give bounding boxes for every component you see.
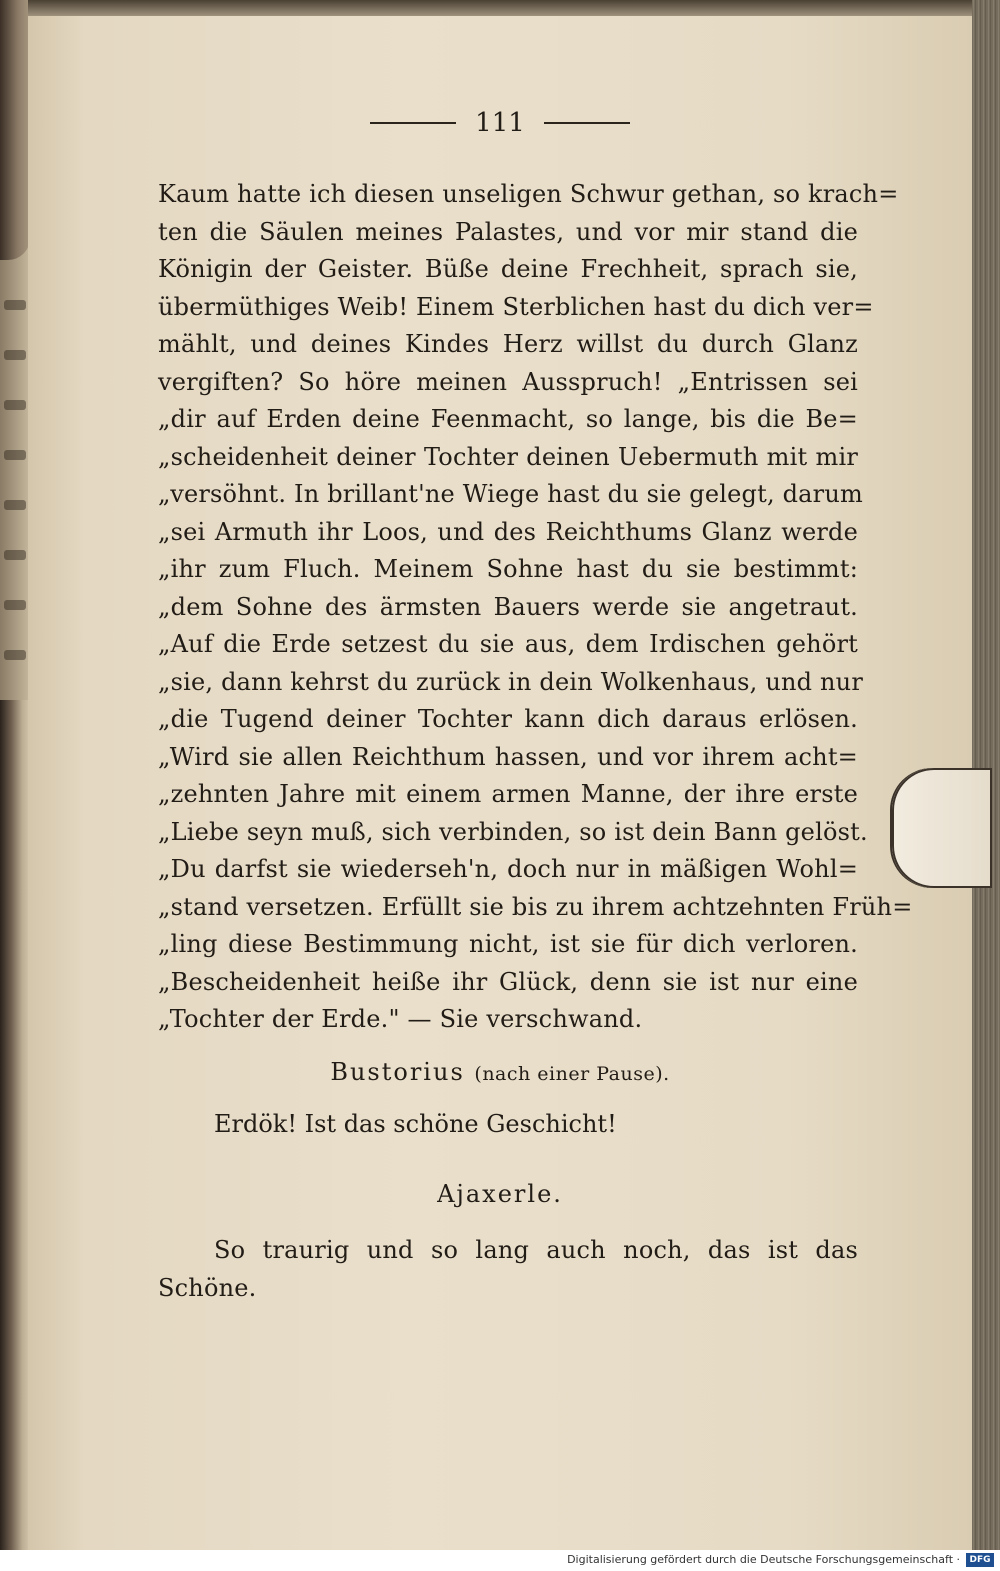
opposite-page-fragment (0, 240, 30, 700)
stage-direction: (nach einer Pause). (474, 1063, 670, 1085)
page-header (0, 108, 1000, 148)
text-line: mählt, und deines Kindes Herz willst du durch Glanz (158, 330, 858, 358)
text-line: „sei Armuth ihr Loos, und des Reichthums Glanz werde (158, 517, 858, 546)
opposite-page-text-fragment (4, 650, 26, 660)
opposite-page-text-fragment (4, 450, 26, 460)
text-line: „versöhnt. In brillant'ne Wiege hast du sie gelegt, darum (158, 480, 863, 508)
page-stack-top-edge (28, 0, 1000, 16)
text-line: „die Tugend deiner Tochter kann dich daraus erlösen. (158, 705, 858, 733)
opposite-page-text-fragment (4, 550, 26, 560)
speaker-name: Ajaxerle. (437, 1180, 563, 1208)
speaker-heading (0, 1058, 1000, 1086)
text-line: „ling diese Bestimmung nicht, ist sie für dich verloren. (158, 930, 858, 958)
speech-line: So traurig und so lang auch noch, das ist das (214, 1236, 858, 1264)
text-line: „sie, dann kehrst du zurück in dein Wolkenhaus, und nur (158, 667, 864, 696)
text-line: „scheidenheit deiner Tochter deinen Uebermuth mit mir (158, 442, 858, 471)
dfg-logo: DFG (966, 1553, 994, 1567)
speech-line: Schöne. (158, 1273, 257, 1302)
text-line: „Wird sie allen Reichthum hassen, und vor ihrem acht= (158, 742, 858, 771)
speaker-name: Bustorius (330, 1058, 465, 1086)
opposite-page-text-fragment (4, 350, 26, 360)
text-line: Königin der Geister. Büße deine Frechheit, sprach sie, (158, 255, 858, 283)
text-line: „Du darfst sie wiederseh'n, doch nur in mäßigen Wohl= (158, 855, 858, 883)
speech-line: Erdök! Ist das schöne Geschicht! (214, 1110, 617, 1138)
header-rule-right (544, 122, 630, 124)
header-rule-left (370, 122, 456, 124)
digitization-footer (0, 1550, 1000, 1571)
text-line: „Liebe seyn muß, sich verbinden, so ist dein Bann gelöst. (158, 817, 868, 846)
text-line: „Tochter der Erde." — Sie verschwand. (158, 1005, 643, 1033)
bookmark-tab (892, 768, 992, 888)
body-text (158, 176, 913, 1039)
page-number: 111 (475, 108, 525, 138)
text-line: „dir auf Erden deine Feenmacht, so lange, bis die Be= (158, 405, 858, 433)
text-line: „zehnten Jahre mit einem armen Manne, der ihre erste (158, 780, 858, 808)
speech-block (158, 1232, 858, 1307)
opposite-page-text-fragment (4, 400, 26, 410)
text-line: „dem Sohne des ärmsten Bauers werde sie angetraut. (158, 592, 858, 621)
text-line: ten die Säulen meines Palastes, und vor mir stand die (158, 217, 858, 246)
text-line: „ihr zum Fluch. Meinem Sohne hast du sie bestimmt: (158, 555, 858, 583)
text-line: übermüthiges Weib! Einem Sterblichen hast du dich ver= (158, 292, 874, 321)
speaker-heading (0, 1180, 1000, 1208)
text-line: „stand versetzen. Erfüllt sie bis zu ihrem achtzehnten Früh= (158, 892, 913, 921)
opposite-page-text-fragment (4, 500, 26, 510)
text-line: „Bescheidenheit heiße ihr Glück, denn sie ist nur eine (158, 967, 858, 996)
opposite-page-text-fragment (4, 300, 26, 310)
text-line: Kaum hatte ich diesen unseligen Schwur gethan, so krach= (158, 180, 899, 208)
text-line: vergiften? So höre meinen Ausspruch! „Entrissen sei (158, 367, 858, 396)
opposite-page-text-fragment (4, 600, 26, 610)
text-line: „Auf die Erde setzest du sie aus, dem Irdischen gehört (158, 630, 858, 658)
funding-credit: Digitalisierung gefördert durch die Deutsche Forschungsgemeinschaft · (567, 1553, 960, 1566)
